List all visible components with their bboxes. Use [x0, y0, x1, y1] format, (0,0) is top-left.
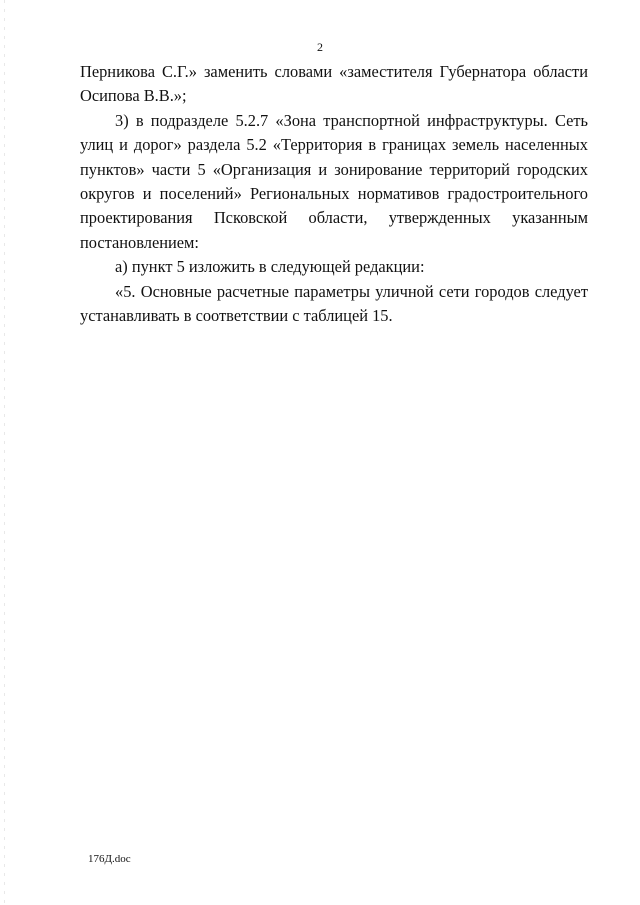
document-body — [80, 60, 588, 328]
paragraph-item-3: 3) в подразделе 5.2.7 «Зона транспортной инфраструктуры. Сеть улиц и дорог» раздела 5.2 «Территория в границах земель населенных пунктов» части 5 «Организация и зонирование территорий городских округов и поселений» Региональных нормативов градостроительного проектирования Псковской области, утвержденных указанным постановлением: — [80, 110, 588, 252]
paragraph-subitem-a: а) пункт 5 изложить в следующей редакции: — [115, 257, 425, 277]
scan-edge — [4, 0, 5, 905]
paragraph-quoted-point-5: «5. Основные расчетные параметры уличной сети городов следует устанавливать в соответствии с таблицей 15. — [80, 281, 588, 326]
file-name-footer: 176Д.doc — [88, 853, 131, 865]
page-number: 2 — [317, 40, 323, 54]
paragraph-continuation: Перникова С.Г.» заменить словами «заместителя Губернатора области Осипова В.В.»; — [80, 62, 588, 106]
